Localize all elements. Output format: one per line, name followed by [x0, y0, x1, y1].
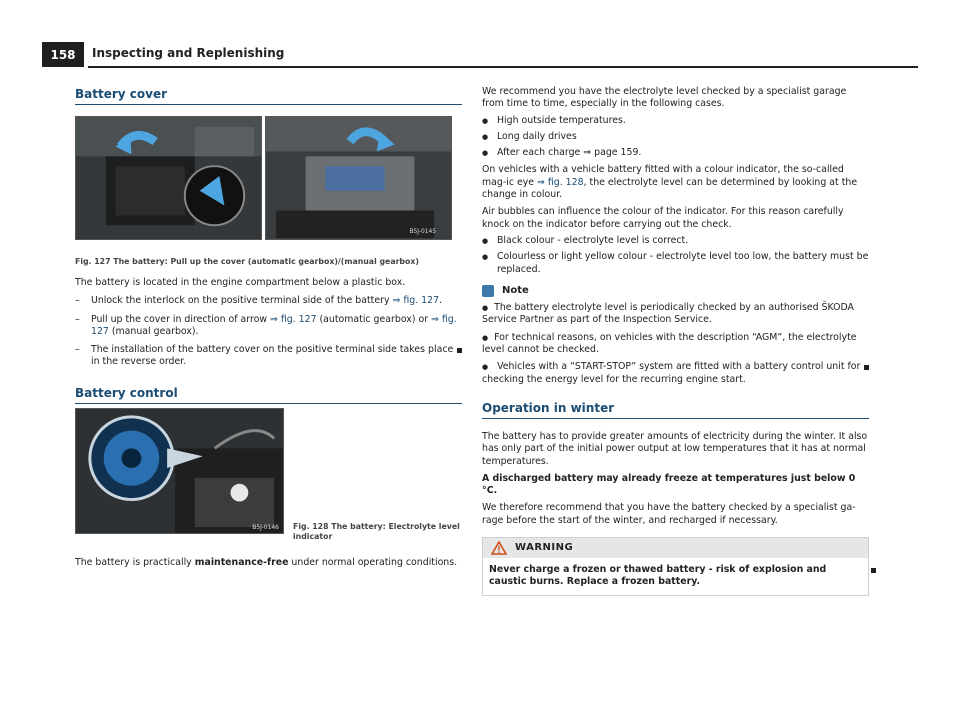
warning-text: Never charge a frozen or thawed battery - risk of explosion and caustic burns. Replace a frozen battery.	[483, 558, 868, 595]
air-bubbles-text: Air bubbles can influence the colour of the indicator. For this reason carefully knock on the indicator before carrying out the check.	[482, 206, 844, 230]
magic-eye-text: On vehicles with a vehicle battery fitted with a colour indicator, the so-called mag-ic eye ⇒ fig. 128, the electrolyte level can be determined by looking at the change in colour.	[482, 164, 858, 201]
figure-128-label: B5J-0146	[252, 525, 279, 532]
warning-triangle-icon	[491, 541, 507, 555]
note-heading: Note	[482, 285, 869, 297]
step-pull-up: – Pull up the cover in direction of arrow ⇒ fig. 127 (automatic gearbox) or ⇒ fig. 127 (manual gearbox).	[75, 314, 462, 339]
battery-location-text: The battery is located in the engine compartment below a plastic box.	[75, 277, 406, 288]
electrolyte-check-intro: We recommend you have the electrolyte level checked by a specialist garage from time to time, especially in the following cases.	[482, 86, 847, 110]
list-item: ● Long daily drives	[482, 131, 869, 143]
winter-check-text: We therefore recommend that you have the battery checked by a specialist ga-rage before the start of the winter, and recharged if necessary.	[482, 502, 856, 526]
list-item: ● After each charge ⇒ page 159.	[482, 147, 869, 159]
freeze-warning-text: A discharged battery may already freeze at temperatures just below 0 °C.	[482, 472, 856, 497]
list-item: ● Colourless or light yellow colour - electrolyte level too low, the battery must be replaced.	[482, 251, 869, 276]
figure-128-caption: Fig. 128 The battery: Electrolyte level indicator	[293, 521, 460, 541]
right-column	[482, 86, 869, 596]
step-unlock: – Unlock the interlock on the positive terminal side of the battery ⇒ fig. 127.	[75, 295, 462, 307]
fig-128-link[interactable]: ⇒ fig. 128	[537, 176, 584, 188]
fig-127-link[interactable]: ⇒ fig. 127	[392, 295, 440, 307]
chapter-title: Inspecting and Replenishing	[92, 46, 285, 60]
winter-text: The battery has to provide greater amounts of electricity during the winter. It also has only part of the initial power output at low temperatures that it has at normal temperatures.	[482, 430, 868, 467]
section-end-mark	[457, 348, 462, 353]
note-item: ● For technical reasons, on vehicles with the description “AGM”, the electrolyte level cannot be checked.	[482, 332, 869, 357]
left-column	[75, 86, 462, 569]
figure-127-label: B5J-0145	[409, 229, 437, 236]
fig-127-link[interactable]: ⇒ fig. 127	[91, 313, 457, 337]
note-icon	[482, 285, 494, 297]
note-item: ● The battery electrolyte level is periodically checked by an authorised ŠKODA Service Partner as part of the Inspection Service.	[482, 302, 869, 327]
page-number: 158	[42, 42, 84, 67]
maintenance-free-text: The battery is practically maintenance-free under normal operating conditions.	[75, 556, 458, 568]
section-end-mark	[871, 568, 876, 573]
figure-127-caption: Fig. 127 The battery: Pull up the cover (automatic gearbox)/(manual gearbox)	[75, 257, 419, 266]
section-end-mark	[864, 365, 869, 370]
fig-127-link[interactable]: ⇒ fig. 127	[269, 313, 317, 325]
list-item: ● High outside temperatures.	[482, 115, 869, 127]
winter-heading: Operation in winter	[482, 400, 869, 419]
note-item: ● Vehicles with a “START-STOP” system are fitted with a battery control unit for checking the energy level for the recurring engine start.	[482, 361, 869, 386]
list-item: ● Black colour - electrolyte level is correct.	[482, 235, 869, 247]
battery-control-heading: Battery control	[75, 385, 462, 404]
warning-box	[482, 537, 869, 596]
step-installation: – The installation of the battery cover on the positive terminal side takes place in the reverse order.	[75, 344, 462, 369]
header-rule	[88, 66, 918, 68]
battery-cover-heading: Battery cover	[75, 86, 462, 105]
warning-heading: WARNING	[483, 538, 868, 558]
